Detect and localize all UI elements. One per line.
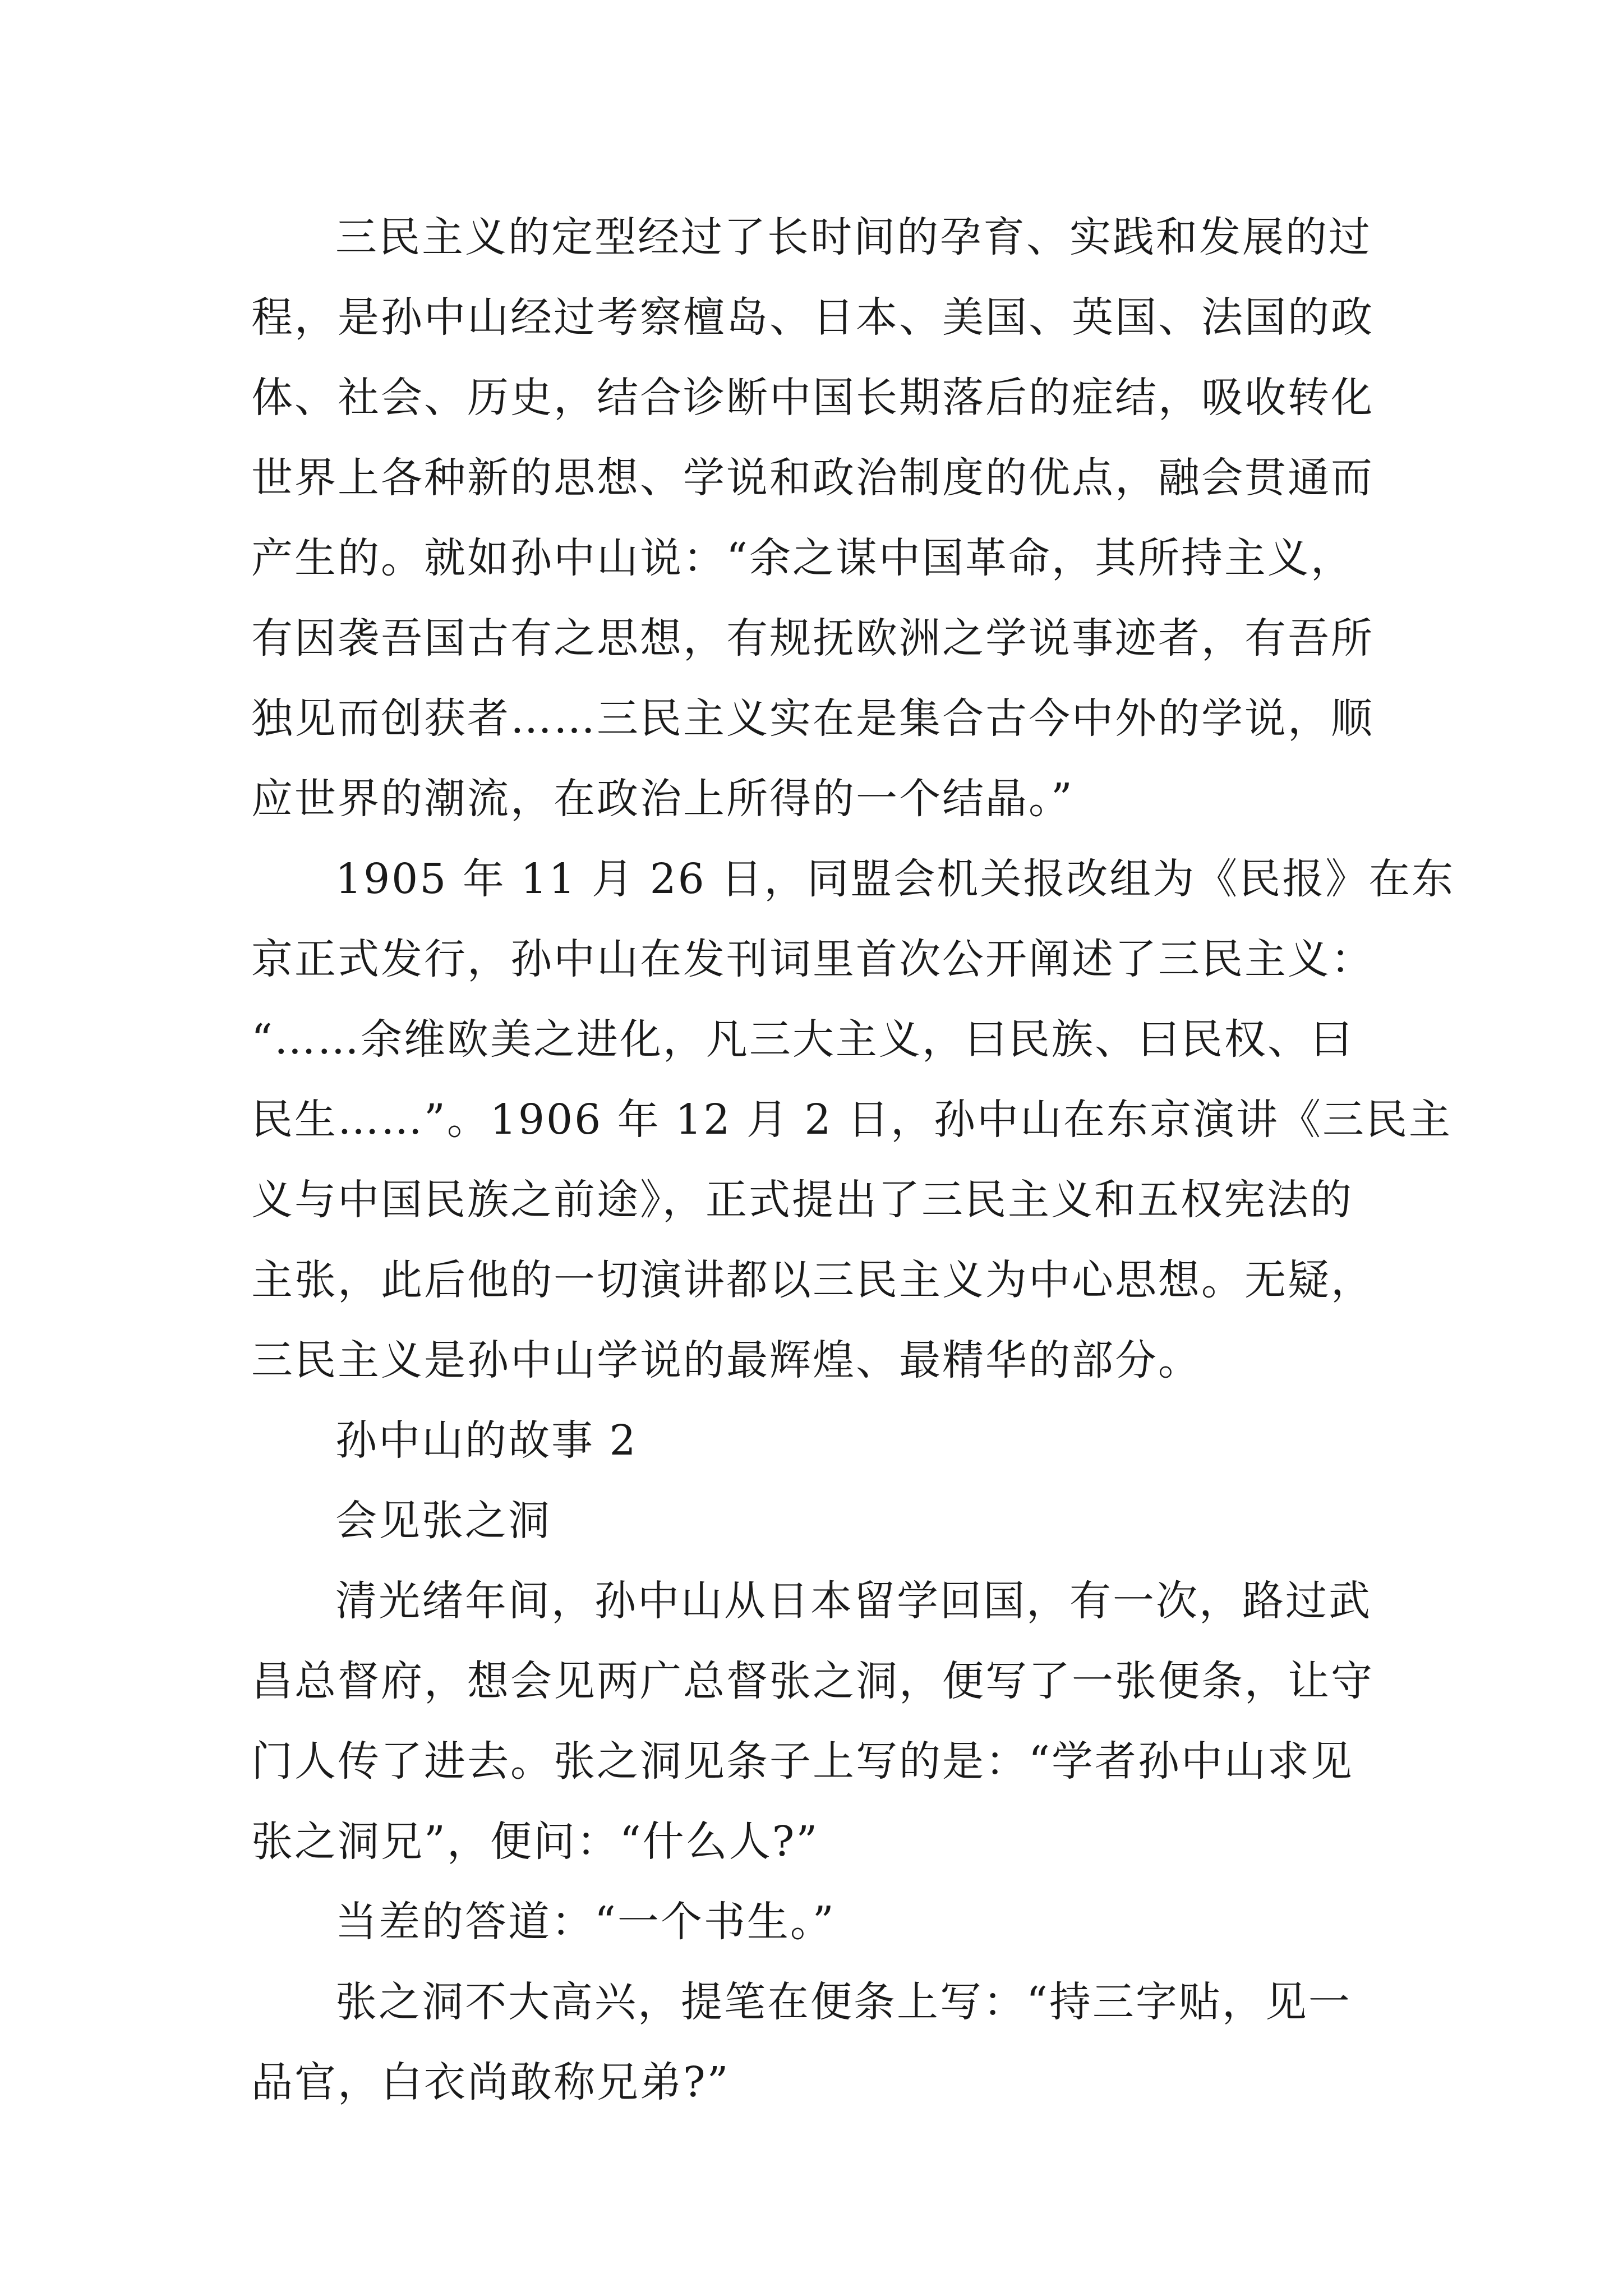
document-body bbox=[251, 197, 1455, 2123]
text-line: 体、社会、历史，结合诊断中国长期落后的症结，吸收转化 bbox=[251, 374, 1374, 422]
text-line: 三民主义是孙中山学说的最辉煌、最精华的部分。 bbox=[251, 1336, 1201, 1384]
text-line: 世界上各种新的思想、学说和政治制度的优点，融会贯通而 bbox=[251, 454, 1374, 502]
text-line: 产生的。就如孙中山说：“余之谋中国革命，其所持主义， bbox=[251, 534, 1354, 582]
text-line: 品官，白衣尚敢称兄弟?” bbox=[251, 2058, 730, 2106]
text-line: 张之洞兄”，便问：“什么人?” bbox=[251, 1818, 819, 1866]
text-line: 有因袭吾国古有之思想，有规抚欧洲之学说事迹者，有吾所 bbox=[251, 614, 1374, 662]
text-line: 程，是孙中山经过考察檀岛、日本、美国、英国、法国的政 bbox=[251, 293, 1374, 342]
text-line: 门人传了进去。张之洞见条子上写的是：“学者孙中山求见 bbox=[251, 1737, 1354, 1786]
story-title: 会见张之洞 bbox=[335, 1497, 551, 1545]
text-line: “……余维欧美之进化，凡三大主义，曰民族、曰民权、曰 bbox=[251, 1015, 1354, 1064]
text-line: 独见而创获者……三民主义实在是集合古今中外的学说，顺 bbox=[251, 694, 1374, 743]
text-line: 主张，此后他的一切演讲都以三民主义为中心思想。无疑， bbox=[251, 1256, 1374, 1304]
text-line: 张之洞不大高兴，提笔在便条上写：“持三字贴，见一 bbox=[335, 1978, 1352, 2026]
text-line: 清光绪年间，孙中山从日本留学回国，有一次，路过武 bbox=[335, 1577, 1372, 1625]
text-line: 当差的答道：“一个书生。” bbox=[335, 1898, 836, 1946]
text-line: 义与中国民族之前途》，正式提出了三民主义和五权宪法的 bbox=[251, 1176, 1353, 1224]
text-line: 应世界的潮流，在政治上所得的一个结晶。” bbox=[251, 775, 1074, 823]
section-heading: 孙中山的故事 2 bbox=[335, 1416, 638, 1465]
text-line: 昌总督府，想会见两广总督张之洞，便写了一张便条，让守 bbox=[251, 1657, 1374, 1705]
text-line: 1905 年 11 月 26 日，同盟会机关报改组为《民报》在东 bbox=[335, 855, 1455, 903]
text-line: 京正式发行，孙中山在发刊词里首次公开阐述了三民主义： bbox=[251, 935, 1374, 983]
text-line: 民生……”。1906 年 12 月 2 日，孙中山在东京演讲《三民主 bbox=[251, 1096, 1453, 1144]
text-line: 三民主义的定型经过了长时间的孕育、实践和发展的过 bbox=[335, 213, 1372, 261]
